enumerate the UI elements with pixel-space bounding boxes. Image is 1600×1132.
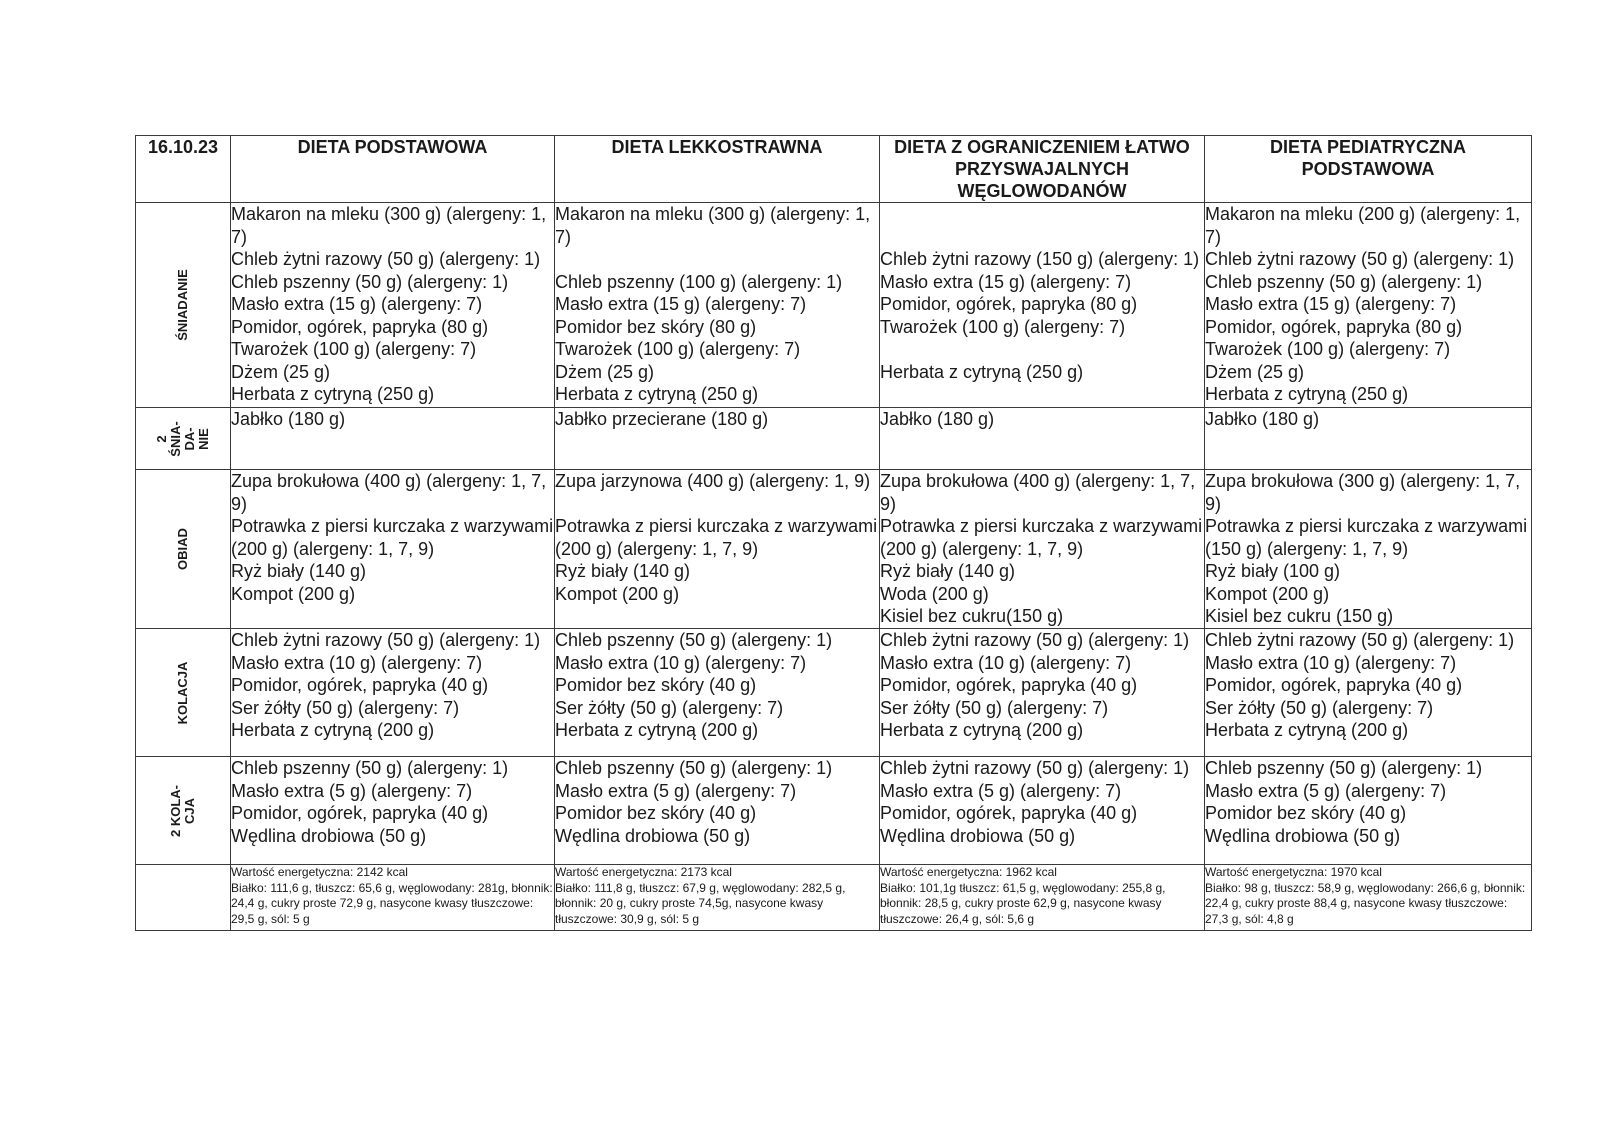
meal-row-breakfast (136, 203, 1532, 408)
menu-item: Chleb pszenny (50 g) (alergeny: 1) (231, 271, 509, 292)
menu-item: Pomidor, ogórek, papryka (40 g) (1205, 675, 1463, 695)
menu-cell (231, 203, 555, 408)
menu-item: Ryż biały (140 g) (231, 561, 367, 581)
menu-cell (880, 757, 1205, 865)
meal-label-text (155, 421, 211, 456)
meal-label-line: ŚNIADANIE (175, 269, 190, 341)
menu-item: Jabłko (180 g) (231, 409, 346, 429)
menu-item: Zupa brokułowa (400 g) (alergeny: 1, 7, 9) (231, 471, 547, 514)
menu-item: Wędlina drobiowa (50 g) (231, 825, 427, 846)
menu-item-spacer (880, 203, 1204, 226)
menu-item: Twarożek (100 g) (alergeny: 7) (880, 316, 1126, 337)
menu-item: Chleb żytni razowy (50 g) (alergeny: 1) (1205, 630, 1515, 650)
menu-item: Ser żółty (50 g) (alergeny: 7) (880, 697, 1109, 718)
header-row (136, 136, 1532, 203)
menu-item: Kompot (200 g) (1205, 583, 1330, 604)
meal-label-line: DA- (182, 426, 197, 451)
meal-row-second-dinner (136, 757, 1532, 865)
menu-item-spacer (555, 248, 879, 271)
menu-item: Wędlina drobiowa (50 g) (1205, 825, 1401, 846)
menu-item: Chleb żytni razowy (150 g) (alergeny: 1) (880, 249, 1200, 269)
menu-cell (231, 470, 555, 629)
meal-label-line: 2 (154, 434, 169, 443)
menu-item: Masło extra (5 g) (alergeny: 7) (231, 780, 473, 801)
column-header-basic-diet: DIETA PODSTAWOWA (231, 136, 555, 203)
meal-label-line: OBIAD (175, 528, 190, 570)
menu-item: Pomidor, ogórek, papryka (80 g) (231, 316, 489, 337)
macro-values: Białko: 111,8 g, tłuszcz: 67,9 g, węglowodany: 282,5 g, błonnik: 20 g, cukry proste 74,5g, nasycone kwasy tłuszczowe: 30,9 g, sól: 5 g (555, 880, 846, 926)
menu-item: Pomidor bez skóry (40 g) (555, 675, 757, 695)
energy-value: Wartość energetyczna: 1962 kcal (880, 865, 1057, 879)
menu-item-spacer (880, 338, 1204, 361)
menu-item: Makaron na mleku (300 g) (alergeny: 1, 7) (231, 204, 547, 247)
menu-cell (555, 757, 880, 865)
menu-item: Masło extra (15 g) (alergeny: 7) (555, 294, 807, 314)
macro-values: Białko: 101,1g tłuszcz: 61,5 g, węglowodany: 255,8 g, błonnik: 28,5 g, cukry proste 62,9 g, nasycone kwasy tłuszczowe: 26,4 g, sól: 5,6 g (880, 880, 1166, 926)
menu-item: Wędlina drobiowa (50 g) (880, 825, 1076, 846)
menu-cell (555, 629, 880, 757)
menu-item: Pomidor, ogórek, papryka (40 g) (880, 675, 1138, 695)
menu-item: Pomidor, ogórek, papryka (40 g) (880, 803, 1138, 823)
column-header-easy-digest-diet: DIETA LEKKOSTRAWNA (555, 136, 880, 203)
menu-item: Kompot (200 g) (231, 583, 356, 604)
column-header-pediatric-diet: DIETA PEDIATRYCZNA PODSTAWOWA (1205, 136, 1532, 203)
menu-item: Masło extra (10 g) (alergeny: 7) (555, 652, 807, 673)
menu-item: Ryż biały (140 g) (880, 561, 1016, 581)
menu-item: Dżem (25 g) (555, 361, 655, 382)
menu-item: Kisiel bez cukru(150 g) (880, 606, 1064, 626)
meal-row-lunch (136, 470, 1532, 629)
menu-cell (1205, 408, 1532, 470)
nutrition-row (136, 865, 1532, 931)
meal-label-line: ŚNIA- (168, 420, 183, 457)
menu-cell (231, 408, 555, 470)
meal-label-line: KOLACJA (175, 661, 190, 724)
meal-label-text (176, 528, 190, 570)
menu-item: Chleb pszenny (50 g) (alergeny: 1) (1205, 271, 1483, 292)
menu-item: Masło extra (10 g) (alergeny: 7) (1205, 652, 1457, 673)
menu-cell (1205, 470, 1532, 629)
menu-cell (880, 408, 1205, 470)
menu-item: Herbata z cytryną (250 g) (880, 361, 1084, 382)
menu-item: Herbata z cytryną (250 g) (231, 384, 435, 404)
menu-item: Chleb żytni razowy (50 g) (alergeny: 1) (231, 630, 541, 650)
menu-cell (1205, 629, 1532, 757)
menu-item: Masło extra (5 g) (alergeny: 7) (1205, 780, 1447, 801)
menu-item: Ser żółty (50 g) (alergeny: 7) (1205, 697, 1434, 718)
menu-item: Potrawka z piersi kurczaka z warzywami (200 g) (alergeny: 1, 7, 9) (880, 516, 1203, 559)
menu-item: Ser żółty (50 g) (alergeny: 7) (555, 697, 784, 718)
menu-item: Zupa jarzynowa (400 g) (alergeny: 1, 9) (555, 471, 871, 491)
menu-item: Herbata z cytryną (200 g) (231, 720, 435, 740)
menu-cell (231, 629, 555, 757)
menu-item: Twarożek (100 g) (alergeny: 7) (231, 339, 477, 359)
menu-item-spacer (555, 493, 879, 516)
nutrition-label-empty (136, 865, 231, 931)
menu-cell (555, 203, 880, 408)
menu-item: Masło extra (5 g) (alergeny: 7) (555, 780, 797, 801)
nutrition-cell (555, 865, 880, 931)
menu-item: Zupa brokułowa (300 g) (alergeny: 1, 7, 9) (1205, 471, 1521, 514)
menu-item: Potrawka z piersi kurczaka z warzywami (200 g) (alergeny: 1, 7, 9) (555, 516, 878, 559)
macro-values: Białko: 98 g, tłuszcz: 58,9 g, węglowodany: 266,6 g, błonnik: 22,4 g, cukry proste 88,4 g, nasycone kwasy tłuszczowe: 27,3 g, sól: 4,8 g (1205, 880, 1526, 926)
menu-item: Pomidor bez skóry (40 g) (555, 803, 757, 823)
menu-item: Chleb pszenny (50 g) (alergeny: 1) (231, 758, 509, 778)
meal-label-text (169, 785, 197, 837)
menu-date: 16.10.23 (136, 136, 231, 203)
menu-item: Pomidor, ogórek, papryka (40 g) (231, 803, 489, 823)
menu-item: Jabłko (180 g) (880, 409, 995, 429)
meal-label-text (176, 661, 190, 724)
menu-cell (880, 470, 1205, 629)
menu-item: Kompot (200 g) (555, 583, 680, 604)
menu-item: Pomidor, ogórek, papryka (40 g) (231, 675, 489, 695)
menu-item: Chleb żytni razowy (50 g) (alergeny: 1) (880, 630, 1190, 650)
meal-label-line: CJA (182, 797, 197, 824)
meal-label-second-breakfast (136, 408, 231, 470)
menu-item: Masło extra (10 g) (alergeny: 7) (231, 652, 483, 673)
meal-row-second-breakfast (136, 408, 1532, 470)
meal-row-dinner (136, 629, 1532, 757)
menu-cell (1205, 203, 1532, 408)
menu-cell (555, 470, 880, 629)
menu-item: Chleb żytni razowy (50 g) (alergeny: 1) (880, 758, 1190, 778)
menu-item: Potrawka z piersi kurczaka z warzywami (200 g) (alergeny: 1, 7, 9) (231, 516, 554, 559)
menu-item: Ryż biały (100 g) (1205, 561, 1341, 581)
energy-value: Wartość energetyczna: 1970 kcal (1205, 865, 1382, 879)
menu-item: Masło extra (10 g) (alergeny: 7) (880, 652, 1132, 673)
nutrition-cell (880, 865, 1205, 931)
menu-item: Twarożek (100 g) (alergeny: 7) (555, 339, 801, 359)
nutrition-cell (231, 865, 555, 931)
meal-label-line: 2 KOLA- (168, 784, 183, 837)
menu-item: Masło extra (15 g) (alergeny: 7) (880, 271, 1132, 292)
column-header-low-sugar-diet: DIETA Z OGRANICZENIEM ŁATWO PRZYSWAJALNYCH WĘGLOWODANÓW (880, 136, 1205, 203)
menu-item: Herbata z cytryną (250 g) (555, 384, 759, 404)
menu-item: Chleb pszenny (50 g) (alergeny: 1) (1205, 758, 1483, 778)
diet-menu-table (135, 135, 1532, 931)
meal-label-text (176, 269, 190, 341)
menu-item: Kisiel bez cukru (150 g) (1205, 606, 1394, 626)
menu-cell (231, 757, 555, 865)
menu-item: Masło extra (5 g) (alergeny: 7) (880, 780, 1122, 801)
menu-item: Ser żółty (50 g) (alergeny: 7) (231, 697, 460, 718)
menu-item: Makaron na mleku (200 g) (alergeny: 1, 7) (1205, 204, 1521, 247)
menu-item: Ryż biały (140 g) (555, 561, 691, 581)
menu-item: Herbata z cytryną (200 g) (880, 720, 1084, 740)
menu-item: Jabłko przecierane (180 g) (555, 409, 769, 429)
menu-item: Zupa brokułowa (400 g) (alergeny: 1, 7, 9) (880, 471, 1196, 514)
meal-label-breakfast (136, 203, 231, 408)
menu-cell (555, 408, 880, 470)
energy-value: Wartość energetyczna: 2173 kcal (555, 865, 732, 879)
meal-label-lunch (136, 470, 231, 629)
menu-item: Dżem (25 g) (231, 361, 331, 382)
menu-item: Wędlina drobiowa (50 g) (555, 825, 751, 846)
menu-item: Potrawka z piersi kurczaka z warzywami (150 g) (alergeny: 1, 7, 9) (1205, 516, 1528, 559)
menu-item: Herbata z cytryną (200 g) (555, 720, 759, 740)
meal-label-line: NIE (196, 427, 211, 450)
meal-label-second-dinner (136, 757, 231, 865)
menu-item: Twarożek (100 g) (alergeny: 7) (1205, 339, 1451, 359)
menu-item: Masło extra (15 g) (alergeny: 7) (231, 294, 483, 314)
menu-cell (1205, 757, 1532, 865)
menu-item: Pomidor bez skóry (80 g) (555, 316, 757, 337)
menu-item: Chleb żytni razowy (50 g) (alergeny: 1) (1205, 249, 1515, 269)
menu-cell (880, 203, 1205, 408)
nutrition-cell (1205, 865, 1532, 931)
menu-item: Pomidor bez skóry (40 g) (1205, 803, 1407, 823)
menu-item: Pomidor, ogórek, papryka (80 g) (1205, 316, 1463, 337)
menu-item-spacer (880, 226, 1204, 249)
menu-item: Chleb żytni razowy (50 g) (alergeny: 1) (231, 249, 541, 269)
menu-item: Chleb pszenny (50 g) (alergeny: 1) (555, 758, 833, 778)
menu-item: Chleb pszenny (100 g) (alergeny: 1) (555, 271, 843, 292)
menu-item: Masło extra (15 g) (alergeny: 7) (1205, 294, 1457, 314)
macro-values: Białko: 111,6 g, tłuszcz: 65,6 g, węglowodany: 281g, błonnik: 24,4 g, cukry proste 72,9 g, nasycone kwasy tłuszczowe: 29,5 g, sól: 5 g (231, 880, 553, 926)
menu-item: Jabłko (180 g) (1205, 409, 1320, 429)
meal-label-dinner (136, 629, 231, 757)
menu-item: Herbata z cytryną (250 g) (1205, 384, 1409, 404)
energy-value: Wartość energetyczna: 2142 kcal (231, 865, 408, 879)
menu-item: Herbata z cytryną (200 g) (1205, 720, 1409, 740)
menu-item: Makaron na mleku (300 g) (alergeny: 1, 7) (555, 204, 871, 247)
menu-item: Chleb pszenny (50 g) (alergeny: 1) (555, 630, 833, 650)
menu-item: Woda (200 g) (880, 583, 989, 604)
menu-item: Dżem (25 g) (1205, 361, 1305, 382)
menu-cell (880, 629, 1205, 757)
menu-item: Pomidor, ogórek, papryka (80 g) (880, 294, 1138, 314)
